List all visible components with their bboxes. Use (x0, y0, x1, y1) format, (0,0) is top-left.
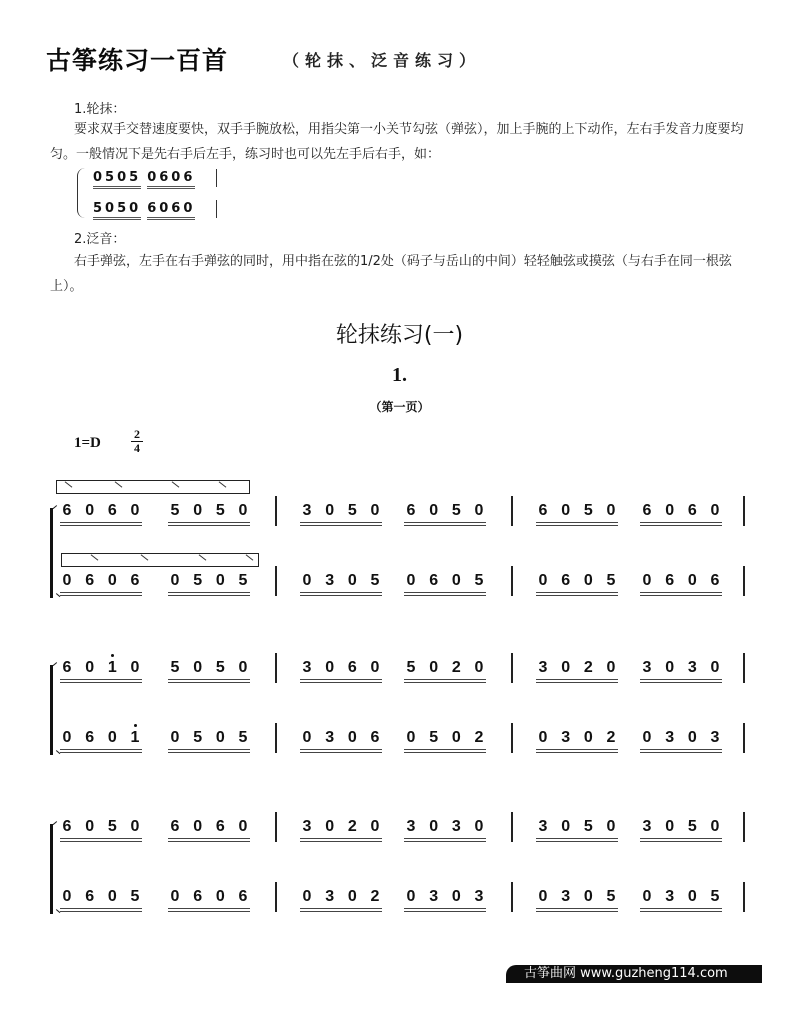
subtitle: （轮抹、泛音练习） (283, 51, 482, 70)
note: 0 (687, 729, 697, 746)
note: 0 (687, 888, 697, 905)
note: 0 (325, 502, 335, 519)
slash-mark (219, 481, 227, 487)
beat-group (60, 659, 142, 683)
note: 6 (238, 888, 248, 905)
example-upper-beat-1: 0505 (93, 170, 141, 189)
note: 0 (606, 502, 616, 519)
barline (743, 882, 745, 912)
slash-mark (65, 481, 73, 487)
sixteenth-underline (60, 749, 142, 753)
note: 5 (193, 729, 203, 746)
sixteenth-underline (640, 679, 722, 683)
note: 0 (85, 502, 95, 519)
beat-group (168, 659, 250, 683)
beat-group (536, 729, 618, 753)
note: 6 (642, 502, 652, 519)
sixteenth-underline (640, 592, 722, 596)
note: 6 (687, 502, 697, 519)
note: 0 (130, 659, 140, 676)
note: 0 (474, 502, 484, 519)
note: 0 (429, 818, 439, 835)
staff-row-upper (60, 500, 760, 530)
note: 5 (583, 502, 593, 519)
note: 0 (215, 729, 225, 746)
note: 3 (561, 888, 571, 905)
beat-group (404, 502, 486, 526)
note: 0 (687, 572, 697, 589)
note: 2 (606, 729, 616, 746)
note: 6 (561, 572, 571, 589)
note: 3 (538, 659, 548, 676)
note: 2 (474, 729, 484, 746)
sixteenth-underline (404, 908, 486, 912)
barline (743, 566, 745, 596)
barline (511, 496, 513, 526)
sixteenth-underline (300, 592, 382, 596)
note: 3 (429, 888, 439, 905)
note: 5 (606, 888, 616, 905)
note: 3 (302, 659, 312, 676)
note: 2 (370, 888, 380, 905)
note: 0 (406, 729, 416, 746)
note: 0 (561, 659, 571, 676)
barline (743, 812, 745, 842)
note: 0 (538, 572, 548, 589)
note: 0 (710, 659, 720, 676)
note: 0 (642, 572, 652, 589)
note: 6 (85, 572, 95, 589)
note: 0 (710, 818, 720, 835)
beat-group (168, 888, 250, 912)
sixteenth-underline (404, 592, 486, 596)
section1-heading: 1.轮抹： (74, 102, 126, 117)
barline (511, 723, 513, 753)
sixteenth-underline (60, 522, 142, 526)
note: 6 (665, 572, 675, 589)
sixteenth-underline (536, 592, 618, 596)
note: 2 (583, 659, 593, 676)
sixteenth-underline (168, 522, 250, 526)
beat-group (168, 572, 250, 596)
note: 0 (642, 729, 652, 746)
note: 6 (538, 502, 548, 519)
note: 6 (347, 659, 357, 676)
note: 0 (451, 572, 461, 589)
sixteenth-underline (300, 522, 382, 526)
note: 5 (583, 818, 593, 835)
note: 0 (561, 502, 571, 519)
sixteenth-underline (168, 592, 250, 596)
note: 3 (325, 729, 335, 746)
note: 3 (538, 818, 548, 835)
main-title: 古筝练习一百首 (46, 46, 229, 75)
note: 0 (710, 502, 720, 519)
note: 0 (130, 502, 140, 519)
note: 0 (325, 818, 335, 835)
note: 0 (62, 888, 72, 905)
sixteenth-underline (300, 749, 382, 753)
note: 5 (451, 502, 461, 519)
system-bracket (50, 824, 56, 914)
note: 0 (665, 659, 675, 676)
note: 0 (325, 659, 335, 676)
note: 0 (215, 888, 225, 905)
note: 0 (170, 888, 180, 905)
beat-group (640, 888, 722, 912)
example-lower-beat-2: 6060 (147, 201, 195, 220)
note: 0 (474, 818, 484, 835)
note: 6 (429, 572, 439, 589)
staff-row-upper (60, 657, 760, 687)
sixteenth-underline (640, 749, 722, 753)
note: 0 (85, 659, 95, 676)
barline (511, 653, 513, 683)
staff-row-lower (60, 886, 760, 916)
beat-group (300, 572, 382, 596)
beat-group (536, 659, 618, 683)
note: 0 (429, 502, 439, 519)
beat-group (640, 572, 722, 596)
barline (275, 496, 277, 526)
note: 6 (85, 729, 95, 746)
note: 0 (665, 818, 675, 835)
note: 0 (451, 729, 461, 746)
note: 3 (406, 818, 416, 835)
note: 0 (370, 659, 380, 676)
note: 0 (474, 659, 484, 676)
sixteenth-underline (168, 908, 250, 912)
note: 0 (642, 888, 652, 905)
note: 0 (370, 818, 380, 835)
key-signature: 1=D (74, 435, 101, 451)
note: 3 (642, 659, 652, 676)
sixteenth-underline (536, 679, 618, 683)
beat-group (404, 729, 486, 753)
note: 3 (642, 818, 652, 835)
example-lower-row (93, 201, 201, 220)
slash-mark (141, 554, 149, 560)
note: 3 (474, 888, 484, 905)
note: 0 (107, 572, 117, 589)
note: 0 (170, 572, 180, 589)
barline (743, 723, 745, 753)
note: 5 (170, 659, 180, 676)
section1-text: 要求双手交替速度要快，双手手腕放松，用指尖第一小关节勾弦（弹弦），加上手腕的上下动作，左右手发音力度要均匀。一般情况下是先右手后左手，练习时也可以先左手后右手，如： (50, 122, 744, 162)
note: 5 (347, 502, 357, 519)
note: 3 (561, 729, 571, 746)
note: 5 (238, 729, 248, 746)
beat-group (536, 572, 618, 596)
sixteenth-underline (60, 908, 142, 912)
technique-box-lower (61, 553, 259, 567)
beat-group (300, 888, 382, 912)
note: 6 (107, 502, 117, 519)
note: 0 (215, 572, 225, 589)
note: 2 (451, 659, 461, 676)
note: 0 (302, 729, 312, 746)
example-barline (216, 169, 217, 187)
beat-group (300, 502, 382, 526)
note: 5 (606, 572, 616, 589)
sixteenth-underline (404, 522, 486, 526)
barline (511, 812, 513, 842)
example-upper-row (93, 170, 201, 189)
beat-group (60, 572, 142, 596)
note: 6 (62, 818, 72, 835)
note: 3 (302, 818, 312, 835)
sixteenth-underline (640, 908, 722, 912)
note: 5 (710, 888, 720, 905)
note: 0 (665, 502, 675, 519)
sixteenth-underline (640, 838, 722, 842)
piece-number: 1. (392, 364, 407, 386)
note: 0 (130, 818, 140, 835)
sixteenth-underline (60, 679, 142, 683)
note: 2 (347, 818, 357, 835)
note: 0 (606, 659, 616, 676)
beat-group (168, 818, 250, 842)
slash-mark (172, 481, 180, 487)
note: 3 (325, 888, 335, 905)
note: 0 (429, 659, 439, 676)
note: 0 (193, 659, 203, 676)
note: 0 (302, 572, 312, 589)
note: 5 (215, 502, 225, 519)
sixteenth-underline (168, 749, 250, 753)
note: 5 (215, 659, 225, 676)
note: 3 (710, 729, 720, 746)
note: 6 (62, 659, 72, 676)
beat-group (300, 659, 382, 683)
beat-group (640, 502, 722, 526)
note: 3 (687, 659, 697, 676)
note: 0 (347, 729, 357, 746)
barline (743, 496, 745, 526)
time-signature-top: 2 (134, 427, 140, 441)
note: 3 (665, 888, 675, 905)
example-brace (77, 168, 85, 218)
note: 5 (238, 572, 248, 589)
note: 0 (606, 818, 616, 835)
time-signature (130, 428, 144, 455)
staff-row-upper (60, 816, 760, 846)
note: 0 (107, 729, 117, 746)
example-upper-beat-2: 0606 (147, 170, 195, 189)
sixteenth-underline (300, 908, 382, 912)
beat-group (536, 888, 618, 912)
note: 0 (238, 502, 248, 519)
beat-group (168, 502, 250, 526)
barline (275, 653, 277, 683)
beat-group (404, 572, 486, 596)
note: 5 (474, 572, 484, 589)
sixteenth-underline (168, 838, 250, 842)
barline (743, 653, 745, 683)
note: 5 (687, 818, 697, 835)
sixteenth-underline (536, 838, 618, 842)
sixteenth-underline (300, 679, 382, 683)
slash-mark (91, 554, 99, 560)
note: 0 (238, 659, 248, 676)
note: 5 (370, 572, 380, 589)
note: 0 (302, 888, 312, 905)
sixteenth-underline (168, 679, 250, 683)
note: 6 (370, 729, 380, 746)
beat-group (60, 729, 142, 753)
beat-group (536, 502, 618, 526)
barline (511, 566, 513, 596)
barline (275, 723, 277, 753)
sixteenth-underline (536, 522, 618, 526)
note: 5 (107, 818, 117, 835)
note: 6 (62, 502, 72, 519)
sixteenth-underline (404, 679, 486, 683)
note: 0 (451, 888, 461, 905)
note: 6 (193, 888, 203, 905)
note: 6 (215, 818, 225, 835)
sixteenth-underline (60, 838, 142, 842)
note: 0 (538, 729, 548, 746)
note: 3 (325, 572, 335, 589)
section2-text: 右手弹弦，左手在右手弹弦的同时，用中指在弦的1/2处（码子与岳山的中间）轻轻触弦或摸弦（与右手在同一根弦上）。 (50, 254, 732, 294)
beat-group (60, 818, 142, 842)
example-barline (216, 200, 217, 218)
beat-group (300, 818, 382, 842)
staff-row-lower (60, 570, 760, 600)
note: 5 (170, 502, 180, 519)
section2-heading: 2.泛音： (74, 232, 126, 247)
note: 1 (105, 659, 119, 677)
beat-group (404, 659, 486, 683)
note: 0 (347, 572, 357, 589)
beat-group (640, 729, 722, 753)
note: 1 (128, 729, 142, 747)
note: 0 (583, 888, 593, 905)
beat-group (640, 659, 722, 683)
note: 0 (238, 818, 248, 835)
note: 6 (406, 502, 416, 519)
sixteenth-underline (536, 749, 618, 753)
footer-banner: 古筝曲网 www.guzheng114.com (506, 965, 762, 983)
barline (275, 566, 277, 596)
barline (511, 882, 513, 912)
beat-group (536, 818, 618, 842)
slash-mark (199, 554, 207, 560)
system-bracket (50, 665, 56, 755)
example-lower-beat-1: 5050 (93, 201, 141, 220)
note: 3 (302, 502, 312, 519)
slash-mark (115, 481, 123, 487)
sixteenth-underline (404, 838, 486, 842)
sixteenth-underline (404, 749, 486, 753)
technique-box-upper (56, 480, 250, 494)
beat-group (640, 818, 722, 842)
sixteenth-underline (640, 522, 722, 526)
note: 5 (193, 572, 203, 589)
note: 0 (583, 572, 593, 589)
note: 0 (193, 502, 203, 519)
note: 0 (62, 729, 72, 746)
piece-page-label: （第一页） (369, 400, 430, 414)
note: 0 (370, 502, 380, 519)
barline (275, 882, 277, 912)
note: 0 (107, 888, 117, 905)
barline (275, 812, 277, 842)
note: 6 (130, 572, 140, 589)
staff-row-lower (60, 727, 760, 757)
time-signature-bottom: 4 (134, 441, 140, 455)
system-bracket (50, 508, 56, 598)
piece-title: 轮抹练习(一) (335, 323, 464, 348)
note: 0 (406, 572, 416, 589)
note: 0 (406, 888, 416, 905)
note: 5 (429, 729, 439, 746)
note: 0 (62, 572, 72, 589)
slash-mark (246, 554, 254, 560)
beat-group (404, 818, 486, 842)
note: 0 (561, 818, 571, 835)
note: 6 (170, 818, 180, 835)
sixteenth-underline (300, 838, 382, 842)
note: 0 (583, 729, 593, 746)
note: 3 (451, 818, 461, 835)
beat-group (300, 729, 382, 753)
note: 5 (406, 659, 416, 676)
note: 5 (130, 888, 140, 905)
note: 6 (710, 572, 720, 589)
beat-group (60, 888, 142, 912)
note: 0 (170, 729, 180, 746)
beat-group (168, 729, 250, 753)
sixteenth-underline (60, 592, 142, 596)
note: 0 (85, 818, 95, 835)
note: 0 (347, 888, 357, 905)
beat-group (404, 888, 486, 912)
beat-group (60, 502, 142, 526)
note: 0 (538, 888, 548, 905)
note: 0 (193, 818, 203, 835)
note: 3 (665, 729, 675, 746)
note: 6 (85, 888, 95, 905)
sixteenth-underline (536, 908, 618, 912)
